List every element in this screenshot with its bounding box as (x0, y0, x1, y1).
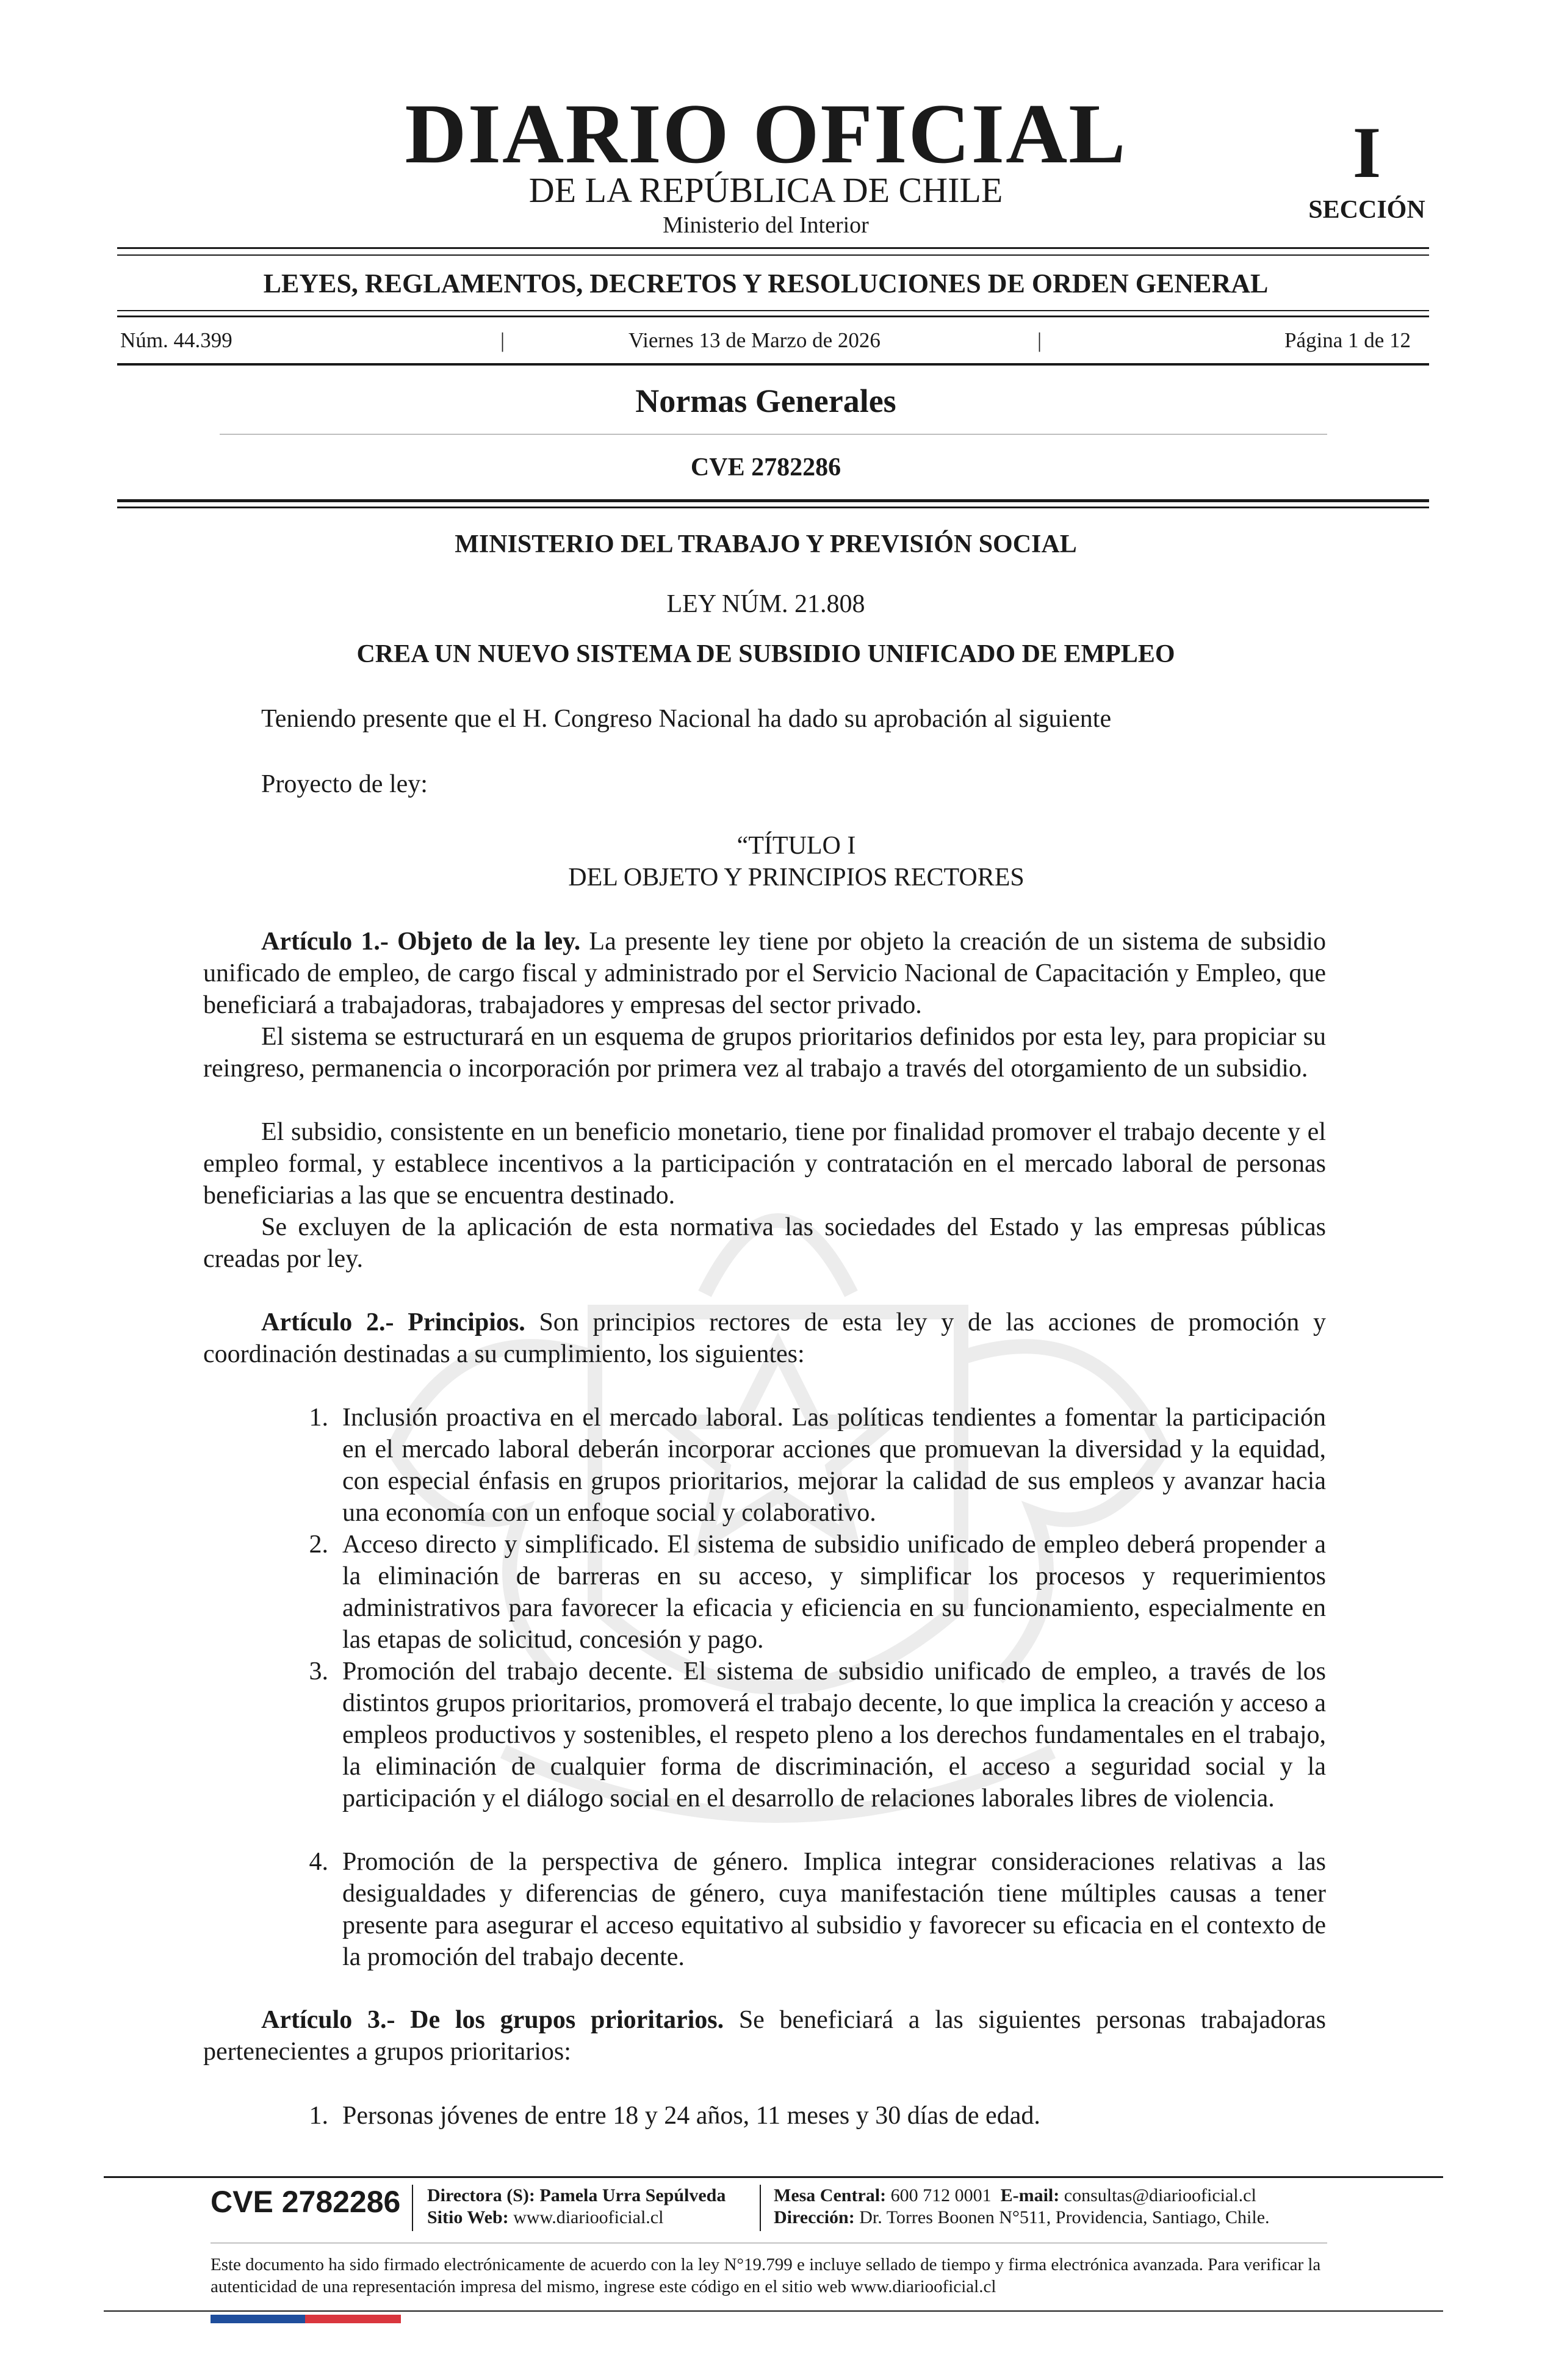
footer-website (427, 2207, 663, 2229)
article-2-heading: Artículo 2.- Principios. (261, 1308, 525, 1336)
newspaper-title: DIARIO OFICIAL (405, 87, 1127, 181)
footer-cve-code: CVE 2782286 (211, 2185, 401, 2219)
ministry-label: Ministerio del Interior (663, 212, 869, 238)
project-label: Proyecto de ley: (261, 770, 428, 798)
title-heading-1: “TÍTULO I (737, 832, 856, 860)
section-number: I (1352, 112, 1381, 193)
footer-address (774, 2207, 1270, 2229)
list-item-number: 3. (309, 1657, 328, 1686)
info-separator: | (500, 328, 505, 352)
website-link[interactable]: www.diariooficial.cl (513, 2207, 664, 2227)
list-item-text: Promoción del trabajo decente. El sistema de subsidio unificado de empleo, a través de los distintos grupos prioritarios, promoverá el trabajo decente, lo que implica la creación y acceso a empleos productivos y sostenibles, el respeto pleno a los derechos fundamentales en el trabajo, la eliminación de cualquier forma de discriminación, el acceso a seguridad social y la participación y el diálogo social en el desarrollo de relaciones laborales libres de violencia. (342, 1657, 1326, 1812)
website-label: Sitio Web: (427, 2207, 509, 2227)
email-label: E-mail: (1000, 2185, 1060, 2205)
law-title: CREA UN NUEVO SISTEMA DE SUBSIDIO UNIFICADO DE EMPLEO (356, 640, 1175, 668)
list-item-text: Promoción de la perspectiva de género. Implica integrar consideraciones relativas a las desigualdades y diferencias de género, cuya manifestación tiene múltiples causas a tener presente para asegurar el acceso equitativo al subsidio y favorecer su eficacia en el contexto de la promoción del trabajo decente. (342, 1848, 1326, 1971)
footer-legal-note: Este documento ha sido firmado electrónicamente de acuerdo con la ley N°19.799 e incluye sellado de tiempo y firma electrónica avanzada. Para verificar la autenticidad de una representación impresa del mismo, ingrese este código en el sitio web www.diariooficial.cl (211, 2255, 1321, 2296)
cve-rule-1 (117, 499, 1429, 502)
phone-number: 600 712 0001 (890, 2185, 992, 2205)
title-heading-2: DEL OBJETO Y PRINCIPIOS RECTORES (568, 864, 1025, 892)
cve-rule-2 (117, 507, 1429, 508)
category-rule-2 (117, 316, 1429, 317)
list-item-number: 1. (309, 2102, 328, 2130)
footer-top-rule (104, 2176, 1443, 2178)
section-heading-rule (220, 434, 1327, 435)
law-number: LEY NÚM. 21.808 (666, 590, 865, 618)
article-2-paragraph (203, 1307, 1326, 1370)
issue-number: Núm. 44.399 (120, 328, 232, 352)
article-1-text-1: La presente ley tiene por objeto la creación de un sistema de subsidio unificado de empleo, de cargo fiscal y administrado por el Servicio Nacional de Capacitación y Empleo, que beneficiará a trabajadoras, trabajadores y empresas del sector privado. (203, 928, 1326, 1019)
director-name: Pamela Urra Sepúlveda (539, 2185, 726, 2205)
document-ministry: MINISTERIO DEL TRABAJO Y PREVISIÓN SOCIAL (455, 530, 1077, 558)
flag-stripe-red (305, 2315, 401, 2323)
flag-stripe-blue (211, 2315, 305, 2323)
article-1-paragraph-4: Se excluyen de la aplicación de esta normativa las sociedades del Estado y las empresas públicas creadas por ley. (203, 1213, 1326, 1273)
newspaper-subtitle: DE LA REPÚBLICA DE CHILE (528, 170, 1003, 210)
email-link[interactable]: consultas@diariooficial.cl (1064, 2185, 1256, 2205)
preamble: Teniendo presente que el H. Congreso Nacional ha dado su aprobación al siguiente (261, 705, 1112, 733)
page-indicator: Página 1 de 12 (1284, 328, 1411, 352)
footer-director (427, 2185, 726, 2207)
section-heading: Normas Generales (635, 383, 896, 419)
article-3-intro: Se beneficiará a las siguientes personas trabajadoras pertenecientes a grupos prioritarios: (203, 2006, 1326, 2066)
cve-code: CVE 2782286 (690, 453, 841, 481)
article-3-heading: Artículo 3.- De los grupos prioritarios. (261, 2006, 724, 2034)
list-item-text: Personas jóvenes de entre 18 y 24 años, 11 meses y 30 días de edad. (342, 2102, 1040, 2130)
masthead-rule-2 (117, 254, 1429, 256)
article-1-paragraph-2: El sistema se estructurará en un esquema de grupos prioritarios definidos por esta ley, para propiciar su reingreso, permanencia o incorporación por primera vez al trabajo a través del otorgamiento de un subsidio. (203, 1023, 1326, 1083)
phone-label: Mesa Central: (774, 2185, 887, 2205)
publication-category: LEYES, REGLAMENTOS, DECRETOS Y RESOLUCIONES DE ORDEN GENERAL (263, 269, 1269, 298)
director-label: Directora (S): (427, 2185, 535, 2205)
article-1-heading: Artículo 1.- Objeto de la ley. (261, 928, 581, 956)
article-1-paragraph-3: El subsidio, consistente en un beneficio monetario, tiene por finalidad promover el trabajo decente y el empleo formal, y establece incentivos a la participación y contratación en el mercado laboral de personas beneficiarias a las que se encuentra destinado. (203, 1118, 1326, 1210)
footer-contact (774, 2185, 1256, 2207)
category-rule-1 (117, 310, 1429, 311)
list-item-text: Inclusión proactiva en el mercado laboral. Las políticas tendientes a fomentar la participación en el mercado laboral deberán incorporar acciones que promuevan la diversidad y la equidad, con especial énfasis en grupos prioritarios, mejorar la calidad de sus empleos y avanzar hacia una economía con un enfoque social y colaborativo. (342, 1404, 1326, 1527)
list-item-number: 4. (309, 1848, 328, 1876)
article-2-intro: Son principios rectores de esta ley y de las acciones de promoción y coordinación destinadas a su cumplimiento, los siguientes: (203, 1308, 1327, 1368)
address-label: Dirección: (774, 2207, 855, 2227)
address-text: Dr. Torres Boonen N°511, Providencia, Santiago, Chile. (859, 2207, 1270, 2227)
section-label: SECCIÓN (1308, 196, 1425, 224)
info-separator: | (1037, 328, 1042, 352)
footer-bottom-rule (104, 2310, 1443, 2312)
article-1-paragraph-1 (203, 926, 1326, 1021)
masthead-rule-1 (117, 247, 1429, 249)
footer-separator (760, 2185, 761, 2231)
list-item-number: 2. (309, 1531, 328, 1559)
list-item-text: Acceso directo y simplificado. El sistema de subsidio unificado de empleo deberá propender a la eliminación de barreras en su acceso, y simplificar los procesos y requerimientos administrativos para favorecer la eficacia y eficiencia en su funcionamiento, especialmente en las etapas de solicitud, concesión y pago. (342, 1531, 1326, 1654)
article-3-paragraph (203, 2004, 1326, 2068)
footer-separator (412, 2185, 413, 2231)
info-rule (117, 363, 1429, 366)
list-item-number: 1. (309, 1404, 328, 1432)
issue-date: Viernes 13 de Marzo de 2026 (629, 328, 881, 352)
